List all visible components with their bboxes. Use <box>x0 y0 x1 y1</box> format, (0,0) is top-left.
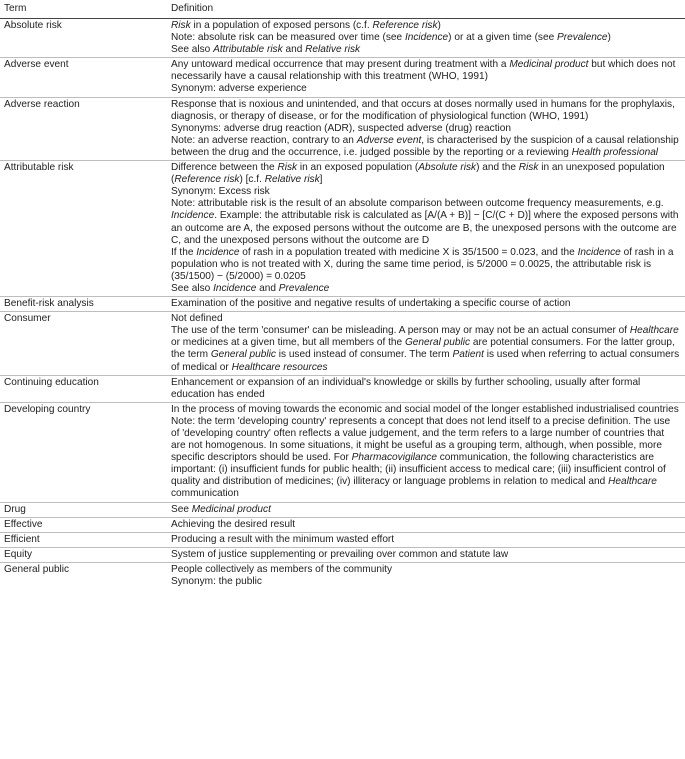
definition-cell <box>167 161 685 297</box>
definition-line <box>171 99 681 123</box>
cross-reference-term: Incidence <box>171 210 215 222</box>
definition-text: If the <box>171 246 197 258</box>
definition-line <box>171 247 681 283</box>
definition-text: System of justice supplementing or prevailing over common and statute law <box>171 548 509 560</box>
definition-text: Note: an adverse reaction, contrary to an <box>171 134 357 146</box>
cross-reference-term: Absolute risk <box>418 162 477 174</box>
term-cell: Drug <box>0 502 167 517</box>
definition-text: in an exposed population ( <box>297 162 419 174</box>
definition-text: . Example: the attributable risk is calculated as [A/(A + B)] − [C/(C + D)] where the exposed persons with an outcome are A, the exposed persons without the outcome are B, the unexposed persons with the outcome are C, and the unexposed persons without the outcome are D <box>171 210 679 246</box>
definition-cell <box>167 517 685 532</box>
definition-text: Note: attributable risk is the result of an absolute comparison between outcome frequency measurements, e.g. <box>171 198 664 210</box>
cross-reference-term: Health professional <box>571 146 659 158</box>
definition-cell <box>167 58 685 97</box>
term-cell: Consumer <box>0 312 167 375</box>
cross-reference-term: Pharmacovigilance <box>351 452 437 464</box>
definition-cell <box>167 97 685 160</box>
definition-line <box>171 44 681 56</box>
definition-text: and <box>282 44 306 56</box>
cross-reference-term: General public <box>210 349 276 361</box>
definition-text: ) or at a given time (see <box>448 32 558 44</box>
definition-text: Synonyms: adverse drug reaction (ADR), suspected adverse (drug) reaction <box>171 122 511 134</box>
definition-line <box>171 298 681 310</box>
definition-cell <box>167 502 685 517</box>
definition-text: Examination of the positive and negative results of undertaking a specific course of action <box>171 298 571 310</box>
term-cell: Equity <box>0 547 167 562</box>
table-row <box>0 402 685 502</box>
definition-text: People collectively as members of the community <box>171 563 393 575</box>
cross-reference-term: Incidence <box>577 246 621 258</box>
definition-text: In the process of moving towards the economic and social model of the longer established industrialised countries <box>171 403 679 415</box>
cross-reference-term: General public <box>404 337 471 349</box>
definition-cell <box>167 19 685 58</box>
cross-reference-term: Healthcare <box>608 476 657 488</box>
definition-text: The use of the term 'consumer' can be misleading. A person may or may not be an actual consumer of <box>171 325 630 337</box>
definition-text: Producing a result with the minimum wasted effort <box>171 533 395 545</box>
definition-text: ) [c.f. <box>239 174 265 186</box>
cross-reference-term: Healthcare resources <box>231 361 328 373</box>
cross-reference-term: Adverse event <box>356 134 422 146</box>
definition-text: is used instead of consumer. The term <box>275 349 453 361</box>
definition-line <box>171 564 681 576</box>
term-cell: Adverse event <box>0 58 167 97</box>
definition-text: are potential consumers. For the latter group, the term <box>171 337 675 361</box>
cross-reference-term: Incidence <box>196 246 240 258</box>
definition-line <box>171 549 681 561</box>
definition-text: See also <box>171 44 214 56</box>
definition-text: Synonym: the public <box>171 576 262 588</box>
definition-line <box>171 576 681 588</box>
cross-reference-term: Attributable risk <box>213 44 283 56</box>
definition-line <box>171 123 681 135</box>
definition-line <box>171 83 681 95</box>
definition-cell <box>167 532 685 547</box>
table-row <box>0 297 685 312</box>
definition-text: in an unexposed population ( <box>171 162 665 186</box>
cross-reference-term: Incidence <box>213 282 257 294</box>
glossary-body <box>0 19 685 590</box>
cross-reference-term: Risk <box>277 162 298 174</box>
table-row <box>0 312 685 375</box>
column-header-definition: Definition <box>167 0 685 19</box>
term-cell: Developing country <box>0 402 167 502</box>
definition-text: and <box>256 282 279 294</box>
definition-text: Enhancement or expansion of an individual's knowledge or skills by further schooling, usually after formal education has ended <box>171 376 641 400</box>
definition-text: ) <box>607 32 611 44</box>
definition-line <box>171 504 681 516</box>
table-row <box>0 502 685 517</box>
definition-text: communication, the following characteristics are important: (i) insufficient funds for public health; (ii) insufficient access to medical care; (iii) insufficient control of quality and distribution of medicines; (iv) illiteracy or language problems in relation to medical and <box>171 452 666 488</box>
term-cell: Continuing education <box>0 375 167 402</box>
cross-reference-term: Relative risk <box>305 44 361 56</box>
definition-line <box>171 59 681 83</box>
definition-cell <box>167 562 685 589</box>
cross-reference-term: Reference risk <box>174 174 240 186</box>
definition-text: , is characterised by the suspicion of a causal relationship between the drug and the occurrence, i.e. judged possible by the reporting or a reviewing <box>171 134 679 158</box>
cross-reference-term: Medicinal product <box>191 503 271 515</box>
definition-text: ] <box>319 174 323 186</box>
definition-line <box>171 325 681 373</box>
table-row <box>0 19 685 58</box>
definition-text: Difference between the <box>171 162 278 174</box>
definition-text: Synonym: Excess risk <box>171 186 270 198</box>
term-cell: Attributable risk <box>0 161 167 297</box>
definition-text: ) <box>437 20 441 31</box>
definition-text: Achieving the desired result <box>171 518 295 530</box>
definition-line <box>171 404 681 416</box>
definition-text: Note: absolute risk can be measured over time (see <box>171 32 405 44</box>
term-cell: General public <box>4 563 70 575</box>
table-row <box>0 547 685 562</box>
table-row <box>0 532 685 547</box>
table-row <box>0 562 685 589</box>
definition-text: but which does not necessarily have a causal relationship with this treatment (WHO, 1991) <box>171 59 676 83</box>
definition-text: Not defined <box>171 313 223 325</box>
definition-cell <box>167 312 685 375</box>
definition-line <box>171 283 681 295</box>
cross-reference-term: Prevalence <box>278 282 330 294</box>
definition-text: ) and the <box>476 162 519 174</box>
term-cell: Adverse reaction <box>0 97 167 160</box>
cross-reference-term: Reference risk <box>372 20 438 31</box>
table-row <box>0 517 685 532</box>
definition-line <box>171 20 681 32</box>
definition-text: Any untoward medical occurrence that may present during treatment with a <box>171 59 510 71</box>
table-row <box>0 375 685 402</box>
term-cell: Absolute risk <box>0 19 167 58</box>
term-cell: Benefit-risk analysis <box>0 297 167 312</box>
table-row <box>0 161 685 297</box>
table-row <box>0 58 685 97</box>
cross-reference-term: Prevalence <box>557 32 608 44</box>
definition-text: communication <box>171 488 239 500</box>
definition-line <box>171 313 681 325</box>
definition-text: Synonym: adverse experience <box>171 83 307 95</box>
definition-line <box>171 377 681 401</box>
column-header-term: Term <box>0 0 167 19</box>
definition-cell <box>167 402 685 502</box>
definition-text: See <box>171 503 192 515</box>
definition-cell <box>167 547 685 562</box>
definition-text: of rash in a population treated with medicine X is 35/1500 = 0.023, and the <box>239 246 578 258</box>
definition-line <box>171 186 681 198</box>
definition-text: or medicines at a given time, but all members of the <box>171 337 405 349</box>
cross-reference-term: Relative risk <box>264 174 320 186</box>
definition-text: is used when referring to actual consumers of medical or <box>171 349 680 373</box>
definition-line <box>171 534 681 546</box>
table-row <box>0 97 685 160</box>
term-cell: Effective <box>0 517 167 532</box>
definition-cell <box>167 375 685 402</box>
cross-reference-term: Healthcare <box>629 325 679 337</box>
definition-cell <box>167 297 685 312</box>
header-row <box>0 0 685 19</box>
cross-reference-term: Incidence <box>404 32 449 44</box>
cross-reference-term: Risk <box>171 20 191 31</box>
definition-text: Note: the term 'developing country' represents a concept that does not lend itself to a precise definition. The use of 'developing country' often reflects a value judgement, and the term refers to a large number of countries that are not homogenous. In some situations, it might be useful as a grouping term, although, when possible, more specific descriptors should be used. For <box>171 415 671 464</box>
definition-text: Response that is noxious and unintended, and that occurs at doses normally used in humans for the prophylaxis, diagnosis, or therapy of disease, or for the modification of physiological function (WHO, 1991) <box>171 98 675 122</box>
definition-text: of rash in a population who is not treated with X, during the same time period, is 5/2000 = 0.0025, the attributable risk is (35/1500) − (5/2000) = 0.0205 <box>171 246 674 282</box>
definition-line <box>171 135 681 159</box>
cross-reference-term: Medicinal product <box>509 59 589 71</box>
definition-text: in a population of exposed persons (c.f. <box>190 20 373 31</box>
definition-line <box>171 162 681 186</box>
definition-line <box>171 32 681 44</box>
definition-text: See also <box>171 282 214 294</box>
cross-reference-term: Patient <box>452 349 484 361</box>
cross-reference-term: Risk <box>518 162 539 174</box>
term-cell: Efficient <box>0 532 167 547</box>
definition-line <box>171 519 681 531</box>
definition-line <box>171 198 681 246</box>
definition-line <box>171 416 681 501</box>
